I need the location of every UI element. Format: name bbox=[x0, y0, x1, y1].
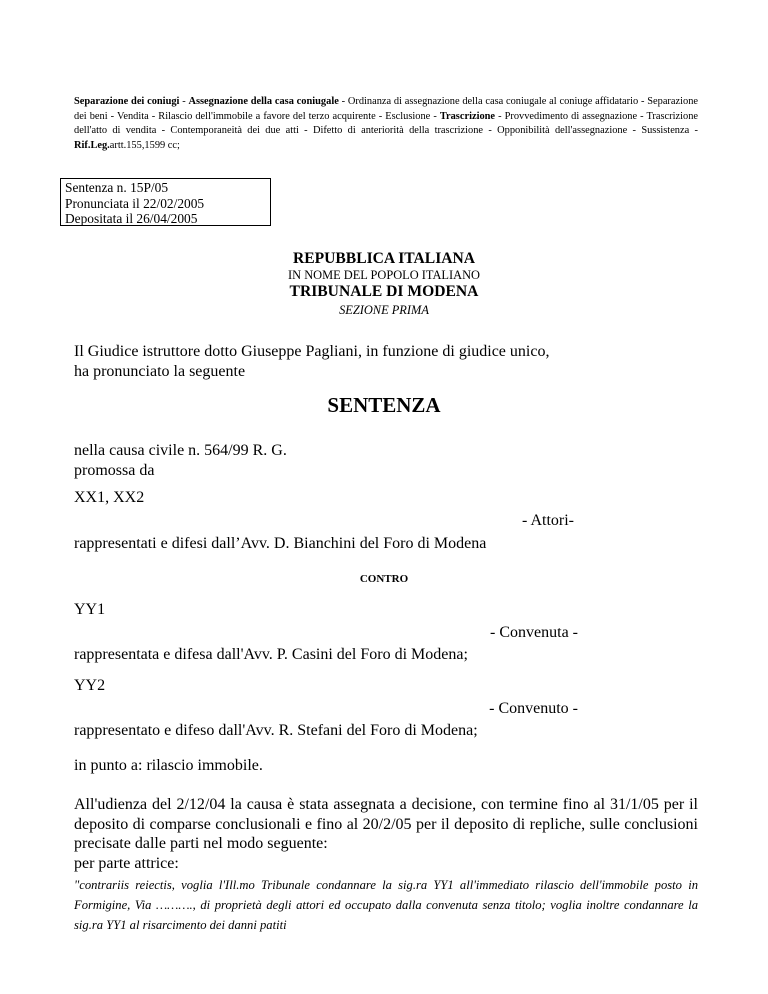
keyword-bold: Trascrizione bbox=[439, 110, 496, 122]
conclusioni-paragraph: "contrariis reiectis, voglia l'Ill.mo Tribunale condannare la sig.ra YY1 all'immediato rilascio dell'immobile posto in Formigine, Via ………., di proprietà degli attori ed occupato dalla convenuta senza titolo; voglia inoltre condannare la sig.ra YY1 al risarcimento dei danni patiti bbox=[74, 878, 698, 932]
convenuto-name: YY2 bbox=[74, 677, 106, 694]
depositata-date: Depositata il 26/04/2005 bbox=[65, 211, 198, 227]
sentenza-number: Sentenza n. 15P/05 bbox=[65, 180, 169, 195]
attori-role: - Attori- bbox=[522, 512, 574, 529]
udienza-text: All'udienza del 2/12/04 la causa è stata assegnata a decisione, con termine fino al 31/1/05 per il deposito di comparse conclusionali e fino al 20/2/05 per il deposito di repliche, sulle conclusioni precisate dalle parti nel modo seguente: bbox=[74, 796, 698, 852]
attori-representation: rappresentati e difesi dall’Avv. D. Bianchini del Foro di Modena bbox=[74, 535, 487, 552]
keyword-text: - Provvedimento di assegnazione - Trascrizione dell'atto di vendita - Contemporaneità dei due atti - Difetto di anteriorità della trascrizione - Opponibilità dell'assegnazione - Sussistenza - bbox=[74, 110, 698, 137]
keyword-bold: Rif.Leg. bbox=[74, 139, 110, 151]
convenuta-role: - Convenuta - bbox=[490, 624, 578, 641]
udienza-paragraph bbox=[74, 795, 698, 873]
giudice-paragraph bbox=[74, 342, 698, 381]
attori-names: XX1, XX2 bbox=[74, 489, 145, 506]
causa-paragraph bbox=[74, 441, 698, 480]
popolo-heading: IN NOME DEL POPOLO ITALIANO bbox=[288, 268, 480, 282]
convenuta-name: YY1 bbox=[74, 601, 106, 618]
sentenza-title: SENTENZA bbox=[327, 393, 441, 417]
punto-line: in punto a: rilascio immobile. bbox=[74, 757, 263, 774]
sentenza-info-box bbox=[60, 178, 271, 226]
pronunciata-date: Pronunciata il 22/02/2005 bbox=[65, 195, 205, 211]
contro-heading: CONTRO bbox=[359, 573, 409, 585]
parte-attrice-label: per parte attrice: bbox=[74, 854, 179, 872]
convenuto-role: - Convenuto - bbox=[489, 700, 578, 717]
keyword-bold: Assegnazione della casa coniugale bbox=[188, 96, 339, 107]
convenuta-representation: rappresentata e difesa dall'Avv. P. Casini del Foro di Modena; bbox=[74, 646, 468, 663]
repubblica-heading: REPUBBLICA ITALIANA bbox=[292, 250, 476, 267]
causa-line-2: promossa da bbox=[74, 461, 155, 479]
keyword-bold: Separazione dei coniugi bbox=[74, 96, 180, 107]
tribunale-heading: TRIBUNALE DI MODENA bbox=[289, 283, 479, 300]
convenuto-representation: rappresentato e difeso dall'Avv. R. Stefani del Foro di Modena; bbox=[74, 722, 478, 739]
keyword-text: - bbox=[179, 96, 189, 107]
sezione-heading: SEZIONE PRIMA bbox=[339, 303, 429, 317]
giudice-line-1: Il Giudice istruttore dotto Giuseppe Pagliani, in funzione di giudice unico, bbox=[74, 343, 550, 360]
keyword-text: - Ordinanza di assegnazione della casa coniugale al coniuge affidatario - Separazione dei beni - Vendita - Rilascio dell'immobile a favore del terzo acquirente - Esclusione - bbox=[74, 96, 699, 122]
giudice-line-2: ha pronunciato la seguente bbox=[74, 362, 246, 380]
keywords-paragraph bbox=[74, 95, 698, 153]
causa-line-1: nella causa civile n. 564/99 R. G. bbox=[74, 442, 287, 459]
keyword-text: artt.155,1599 cc; bbox=[109, 139, 180, 151]
